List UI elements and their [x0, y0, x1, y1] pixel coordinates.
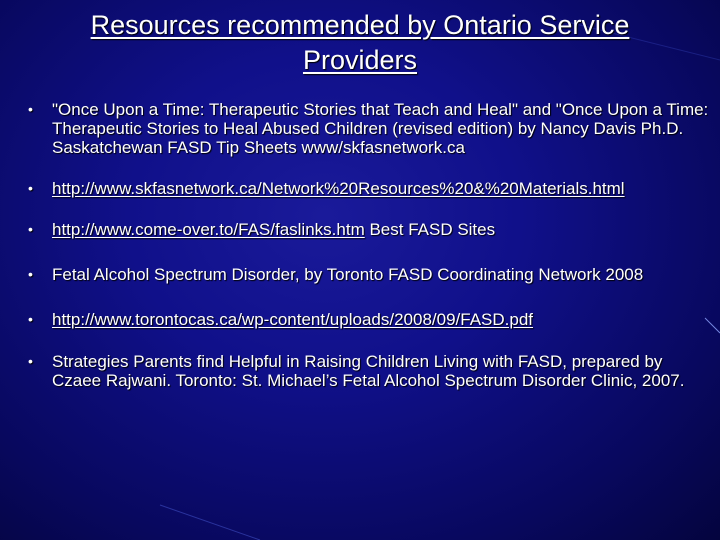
resource-text: "Once Upon a Time: Therapeutic Stories that Teach and Heal" and "Once Upon a Time: Therapeutic Stories to Heal Abused Children (revised edition) by Nancy Davis Ph.D. Saskatchewan FASD Tip Sheets www/skfasnetwork.ca — [52, 100, 709, 157]
resource-list — [28, 100, 710, 414]
bullet-dot: • — [28, 221, 33, 237]
list-item — [28, 310, 710, 329]
torontocas-link[interactable]: http://www.torontocas.ca/wp-content/uploads/2008/09/FASD.pdf — [52, 310, 534, 329]
come-over-link[interactable]: http://www.come-over.to/FAS/faslinks.htm — [52, 220, 365, 239]
resource-text: Best FASD Sites — [364, 220, 496, 239]
list-item — [28, 179, 710, 198]
list-item — [28, 265, 710, 284]
bullet-dot: • — [28, 311, 33, 327]
bullet-dot: • — [28, 180, 33, 196]
resource-text: Fetal Alcohol Spectrum Disorder, by Toronto FASD Coordinating Network 2008 — [52, 265, 644, 284]
bullet-dot: • — [28, 101, 33, 117]
list-item — [28, 220, 710, 239]
list-item — [28, 352, 710, 390]
slide-title: Resources recommended by Ontario Service Providers — [90, 10, 630, 75]
streak-line-2 — [160, 505, 260, 540]
bullet-dot: • — [28, 266, 33, 282]
resource-text: Strategies Parents find Helpful in Raising Children Living with FASD, prepared by Czaee Rajwani. Toronto: St. Michael’s Fetal Alcohol Spectrum Disorder Clinic, 2007. — [52, 352, 685, 390]
bullet-dot: • — [28, 353, 33, 369]
list-item — [28, 100, 710, 157]
skfasnetwork-link[interactable]: http://www.skfasnetwork.ca/Network%20Resources%20&%20Materials.html — [52, 179, 625, 198]
